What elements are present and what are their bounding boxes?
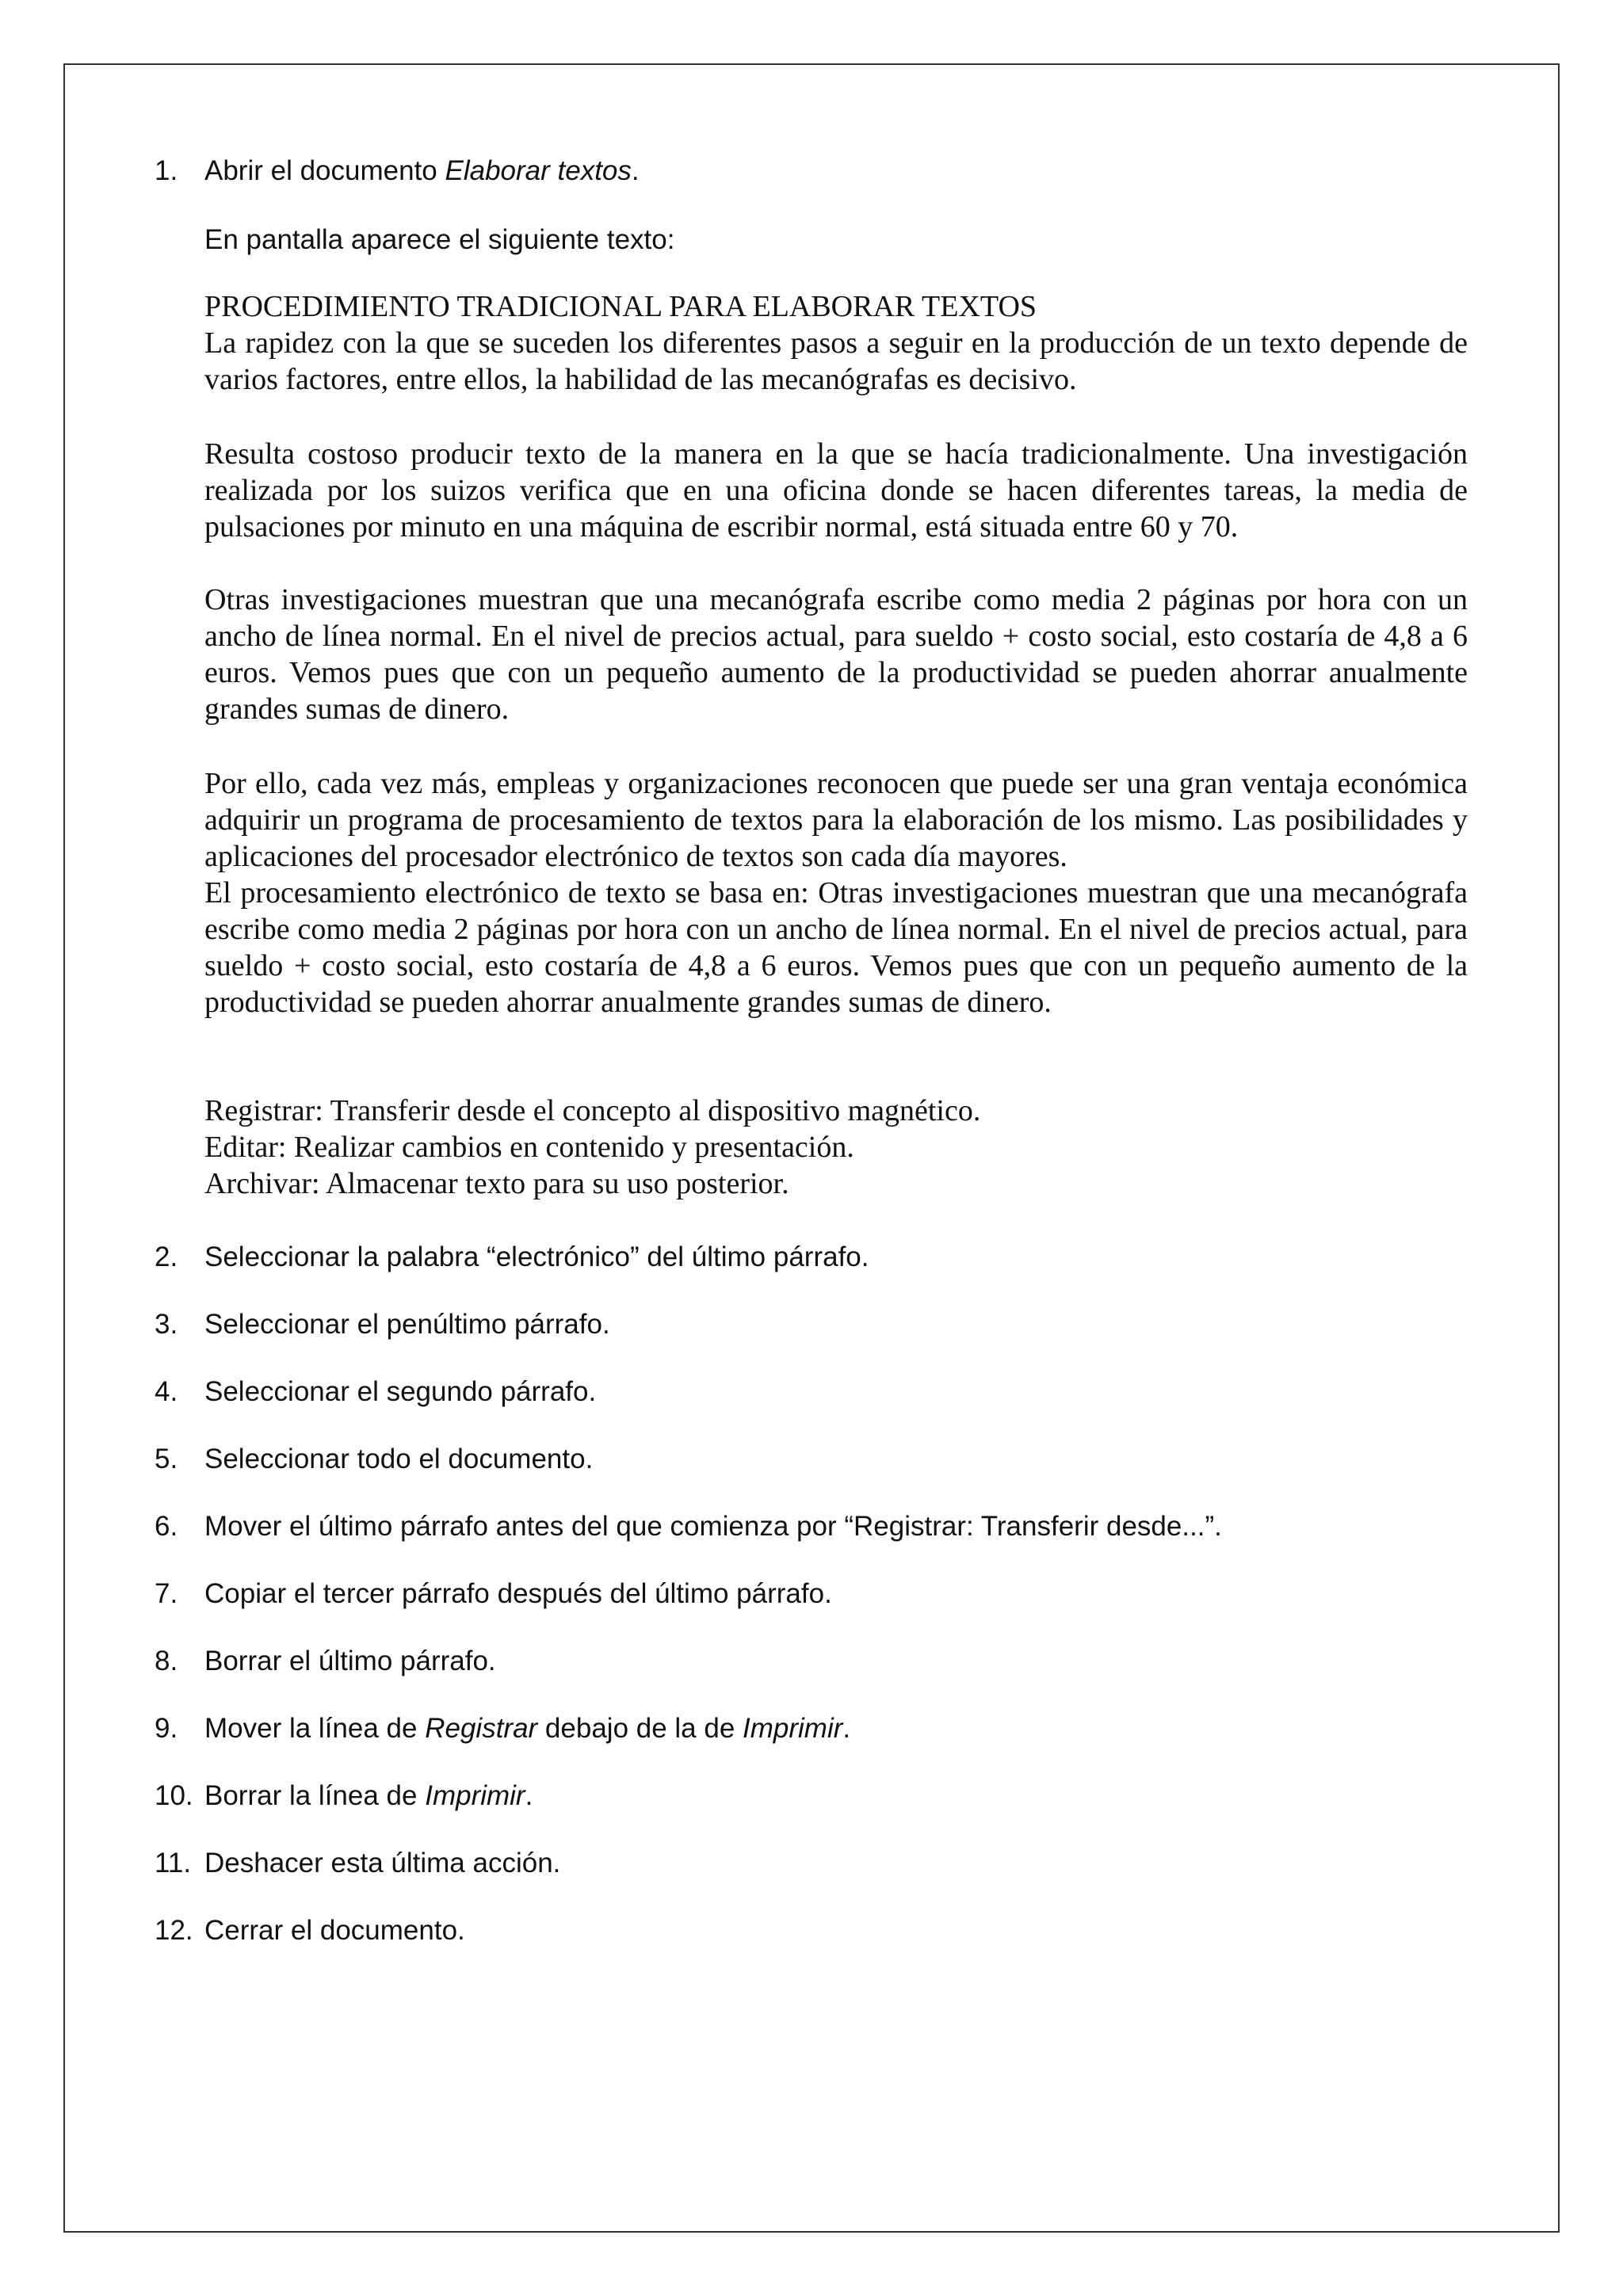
step-text: Cerrar el documento. [204,1915,465,1946]
step-3 [155,1309,610,1341]
italic-registrar: Registrar [425,1713,538,1744]
step-text: Seleccionar todo el documento. [204,1444,594,1474]
step-text: Borrar el último párrafo. [204,1646,496,1676]
document-name: Elaborar textos [445,155,632,186]
step-text: Abrir el documento [204,155,445,186]
step-4 [155,1376,596,1408]
paragraph-2: Resulta costoso producir texto de la manera en la que se hacía tradicionalmente. Una investigación realizada por los suizos verifica que en una oficina donde se hacen diferentes tareas, la media de pulsaciones por minuto en una máquina de escribir normal, está situada entre 60 y 70. [204,437,1468,543]
definitions-list [204,1093,1468,1202]
step-number: 4. [155,1376,178,1407]
step-text: Seleccionar la palabra “electrónico” del último párrafo. [204,1241,869,1272]
italic-imprimir: Imprimir [425,1780,525,1811]
line-registrar: Registrar: Transferir desde el concepto al dispositivo magnético. [204,1094,981,1127]
step-text: Seleccionar el segundo párrafo. [204,1376,597,1407]
step-8 [155,1646,496,1677]
step-9 [155,1713,850,1745]
step-text-end: . [631,155,640,186]
step-11 [155,1848,560,1879]
step-number: 8. [155,1646,178,1676]
step-7 [155,1578,832,1610]
line-archivar: Archivar: Almacenar texto para su uso posterior. [204,1167,789,1200]
paragraph-5: El procesamiento electrónico de texto se basa en: Otras investigaciones muestran que una mecanógrafa escribe como media 2 páginas por hora con un ancho de línea normal. En el nivel de precios actual, para sueldo + costo social, esto costaría de 4,8 a 6 euros. Vemos pues que con un pequeño aumento de la productividad se pueden ahorrar anualmente grandes sumas de dinero. [204,876,1468,1019]
paragraph-3: Otras investigaciones muestran que una mecanógrafa escribe como media 2 páginas por hora con un ancho de línea normal. En el nivel de precios actual, para sueldo + costo social, esto costaría de 4,8 a 6 euros. Vemos pues que con un pequeño aumento de la productividad se pueden ahorrar anualmente grandes sumas de dinero. [204,583,1468,726]
step-1 [155,155,640,187]
step-text: Copiar el tercer párrafo después del último párrafo. [204,1578,832,1609]
document-title: PROCEDIMIENTO TRADICIONAL PARA ELABORAR TEXTOS [204,290,1037,323]
paragraph-1: La rapidez con la que se suceden los diferentes pasos a seguir en la producción de un texto depende de varios factores, entre ellos, la habilidad de las mecanógrafas es decisivo. [204,326,1468,396]
step-number: 12. [155,1915,193,1946]
step-number: 5. [155,1444,178,1474]
step-number: 10. [155,1780,193,1811]
italic-imprimir: Imprimir [743,1713,843,1744]
step-text: Deshacer esta última acción. [204,1848,561,1878]
step-text: Mover la línea de [204,1713,426,1744]
step-text: Seleccionar el penúltimo párrafo. [204,1309,610,1340]
step-2 [155,1241,869,1273]
step-text-end: . [525,1780,533,1811]
step-text-middle: debajo de la de [537,1713,743,1744]
step-number: 9. [155,1713,178,1744]
document-excerpt [204,288,1468,398]
step-text-end: . [842,1713,851,1744]
step-number: 3. [155,1309,178,1340]
step-5 [155,1444,593,1475]
paragraphs-4-5 [204,765,1468,1020]
step-text: Borrar la línea de [204,1780,426,1811]
paragraph-4: Por ello, cada vez más, empleas y organizaciones reconocen que puede ser una gran ventaja económica adquirir un programa de procesamiento de textos para la elaboración de los mismo. Las posibilidades y aplicaciones del procesador electrónico de textos son cada día mayores. [204,767,1468,873]
step-number: 11. [155,1848,192,1878]
intro-text: En pantalla aparece el siguiente texto: [204,224,675,255]
step-text: Mover el último párrafo antes del que comienza por “Registrar: Transferir desde...”. [204,1511,1222,1542]
step-10 [155,1780,533,1812]
step-6 [155,1511,1222,1543]
step-number: 6. [155,1511,178,1542]
step-number: 7. [155,1578,178,1609]
step-number: 2. [155,1241,178,1272]
step-12 [155,1915,465,1947]
step-number: 1. [155,155,178,186]
line-editar: Editar: Realizar cambios en contenido y presentación. [204,1131,854,1164]
